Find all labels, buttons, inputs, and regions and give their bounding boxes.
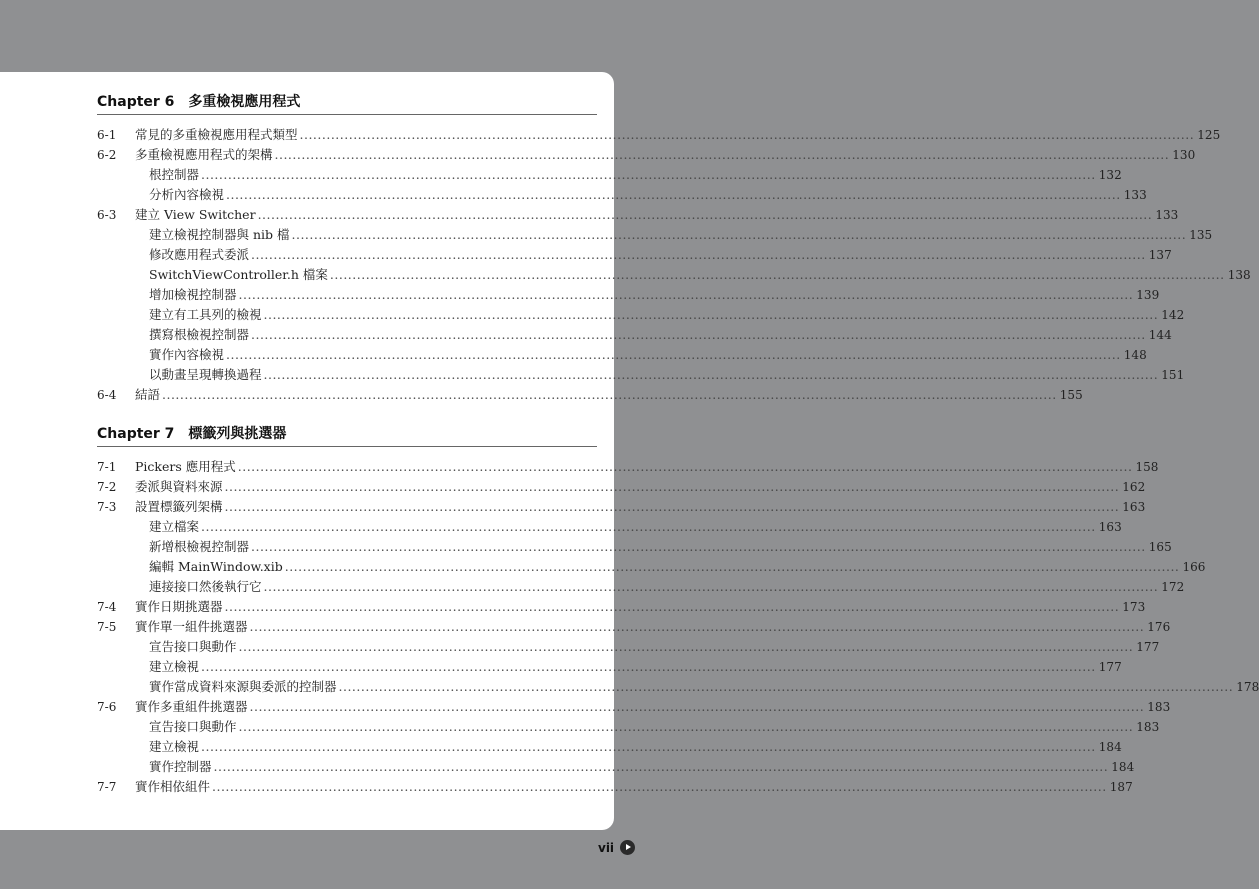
toc-entry[interactable] (97, 185, 1147, 205)
section-title: 委派與資料來源 (135, 479, 223, 494)
page-number: 163 (1122, 500, 1146, 514)
section-title: 修改應用程式委派 (149, 247, 250, 262)
section-title: 實作日期挑選器 (135, 599, 223, 614)
section-number: 6-4 (97, 388, 117, 402)
toc-entry[interactable] (97, 265, 1251, 285)
toc-entry[interactable] (97, 457, 1159, 477)
page-number: 132 (1098, 168, 1122, 182)
dot-leader: ........................................................................................................................................................................................................ (224, 479, 1120, 494)
chapter-label: Chapter 6 (97, 94, 175, 110)
dot-leader: ........................................................................................................................................................................................................ (224, 599, 1120, 614)
section-number: 7-1 (97, 460, 117, 474)
dot-leader: ........................................................................................................................................................................................................ (238, 287, 1134, 302)
dot-leader: ........................................................................................................................................................................................................ (162, 387, 1057, 402)
dot-leader: ........................................................................................................................................................................................................ (201, 659, 1096, 674)
chapter-label: Chapter 7 (97, 426, 175, 442)
section-title: 分析內容檢視 (149, 187, 225, 202)
dot-leader: ........................................................................................................................................................................................................ (299, 127, 1195, 142)
section-number: 7-4 (97, 600, 117, 614)
section-title: 實作單一組件挑選器 (135, 619, 248, 634)
section-title: Pickers 應用程式 (135, 459, 236, 474)
toc-entry[interactable] (97, 677, 1259, 697)
section-title: 宣告接口與動作 (149, 639, 237, 654)
page-number: 178 (1236, 680, 1259, 694)
dot-leader: ........................................................................................................................................................................................................ (263, 307, 1159, 322)
page-number: 187 (1109, 780, 1133, 794)
toc-entry[interactable] (97, 537, 1172, 557)
page-number: 184 (1098, 740, 1122, 754)
toc-entries (97, 125, 1251, 405)
chapter-title: 多重檢視應用程式 (188, 94, 301, 110)
toc-entry[interactable] (97, 697, 1171, 717)
toc-entry[interactable] (97, 385, 1083, 405)
chapter-title: 標籤列與挑選器 (188, 426, 287, 442)
page-number: 173 (1122, 600, 1146, 614)
page-number: 183 (1136, 720, 1160, 734)
page-number: 130 (1172, 148, 1196, 162)
toc-entry[interactable] (97, 365, 1185, 385)
toc-entry[interactable] (97, 497, 1146, 517)
section-title: 建立有工具列的檢視 (149, 307, 262, 322)
dot-leader: ........................................................................................................................................................................................................ (226, 347, 1121, 362)
page-number: 165 (1148, 540, 1172, 554)
page-number: 142 (1161, 308, 1185, 322)
section-number: 7-3 (97, 500, 117, 514)
toc-entry[interactable] (97, 757, 1135, 777)
section-title: 增加檢視控制器 (149, 287, 237, 302)
section-title: 實作多重組件挑選器 (135, 699, 248, 714)
dot-leader: ........................................................................................................................................................................................................ (201, 519, 1096, 534)
page-number: 177 (1098, 660, 1122, 674)
section-number: 7-5 (97, 620, 117, 634)
chapter-heading (97, 91, 597, 115)
section-number: 7-6 (97, 700, 117, 714)
section-title: 宣告接口與動作 (149, 719, 237, 734)
dot-leader: ........................................................................................................................................................................................................ (224, 499, 1120, 514)
page-number: 172 (1161, 580, 1185, 594)
section-title: 編輯 MainWindow.xib (149, 559, 283, 574)
dot-leader: ........................................................................................................................................................................................................ (201, 167, 1096, 182)
page-number: 155 (1059, 388, 1083, 402)
toc-entry[interactable] (97, 305, 1185, 325)
dot-leader: ........................................................................................................................................................................................................ (238, 639, 1134, 654)
section-title: 實作控制器 (149, 759, 212, 774)
section-title: 常見的多重檢視應用程式類型 (135, 127, 298, 142)
page-number: 137 (1148, 248, 1172, 262)
page-number: 151 (1161, 368, 1185, 382)
page-number: 138 (1227, 268, 1251, 282)
section-number: 6-2 (97, 148, 117, 162)
toc-entry[interactable] (97, 245, 1172, 265)
section-title: 建立檢視 (149, 739, 200, 754)
toc-entry[interactable] (97, 205, 1179, 225)
section-title: 多重檢視應用程式的架構 (135, 147, 273, 162)
dot-leader: ........................................................................................................................................................................................................ (329, 267, 1225, 282)
dot-leader: ........................................................................................................................................................................................................ (291, 227, 1187, 242)
dot-leader: ........................................................................................................................................................................................................ (212, 779, 1107, 794)
toc-entry[interactable] (97, 345, 1147, 365)
toc-entry[interactable] (97, 325, 1172, 345)
page-number: 183 (1147, 700, 1171, 714)
toc-entry[interactable] (97, 717, 1160, 737)
section-title: 建立 View Switcher (135, 207, 256, 222)
section-title: 結語 (135, 387, 161, 402)
page-folio (598, 840, 635, 855)
section-title: 根控制器 (149, 167, 200, 182)
dot-leader: ........................................................................................................................................................................................................ (201, 739, 1096, 754)
section-title: 連接接口然後執行它 (149, 579, 262, 594)
section-title: 建立檢視控制器與 nib 檔 (149, 227, 290, 242)
page-number: 163 (1098, 520, 1122, 534)
toc-entry[interactable] (97, 777, 1133, 797)
toc-entry[interactable] (97, 517, 1122, 537)
dot-leader: ........................................................................................................................................................................................................ (263, 367, 1159, 382)
section-title: SwitchViewController.h 檔案 (149, 267, 328, 282)
page-number: vii (598, 840, 615, 855)
page-number: 148 (1123, 348, 1147, 362)
dot-leader: ........................................................................................................................................................................................................ (338, 679, 1234, 694)
toc-entry[interactable] (97, 165, 1122, 185)
toc-entry[interactable] (97, 637, 1160, 657)
toc-entry[interactable] (97, 225, 1213, 245)
section-title: 實作相依組件 (135, 779, 211, 794)
chapter-heading (97, 423, 597, 447)
page-number: 177 (1136, 640, 1160, 654)
toc-entry[interactable] (97, 125, 1221, 145)
dot-leader: ........................................................................................................................................................................................................ (237, 459, 1133, 474)
toc-entry[interactable] (97, 285, 1160, 305)
section-title: 設置標籤列架構 (135, 499, 223, 514)
toc-entry[interactable] (97, 657, 1122, 677)
dot-leader: ........................................................................................................................................................................................................ (249, 619, 1145, 634)
dot-leader: ........................................................................................................................................................................................................ (284, 559, 1180, 574)
toc-entry[interactable] (97, 577, 1185, 597)
toc-entry[interactable] (97, 557, 1206, 577)
dot-leader: ........................................................................................................................................................................................................ (263, 579, 1159, 594)
toc-entries (97, 457, 1259, 797)
page-number: 176 (1147, 620, 1171, 634)
dot-leader: ........................................................................................................................................................................................................ (251, 327, 1146, 342)
section-number: 6-1 (97, 128, 117, 142)
section-title: 建立檢視 (149, 659, 200, 674)
section-title: 建立檔案 (149, 519, 200, 534)
section-number: 7-2 (97, 480, 117, 494)
section-number: 7-7 (97, 780, 117, 794)
toc-entry[interactable] (97, 737, 1122, 757)
page-number: 139 (1136, 288, 1160, 302)
dot-leader: ........................................................................................................................................................................................................ (274, 147, 1170, 162)
page-number: 144 (1148, 328, 1172, 342)
dot-leader: ........................................................................................................................................................................................................ (213, 759, 1109, 774)
section-number: 6-3 (97, 208, 117, 222)
page-number: 125 (1197, 128, 1221, 142)
dot-leader: ........................................................................................................................................................................................................ (257, 207, 1153, 222)
page-number: 158 (1135, 460, 1159, 474)
page-number: 162 (1122, 480, 1146, 494)
toc-entry[interactable] (97, 597, 1146, 617)
dot-leader: ........................................................................................................................................................................................................ (226, 187, 1121, 202)
page-number: 184 (1111, 760, 1135, 774)
section-title: 撰寫根檢視控制器 (149, 327, 250, 342)
dot-leader: ........................................................................................................................................................................................................ (251, 539, 1146, 554)
arrow-right-circle-icon (620, 840, 635, 855)
section-title: 新增根檢視控制器 (149, 539, 250, 554)
dot-leader: ........................................................................................................................................................................................................ (238, 719, 1134, 734)
toc-entry[interactable] (97, 145, 1196, 165)
page-number: 133 (1123, 188, 1147, 202)
dot-leader: ........................................................................................................................................................................................................ (251, 247, 1146, 262)
chapter-7-section (97, 423, 1259, 797)
page-number: 135 (1189, 228, 1213, 242)
section-title: 以動畫呈現轉換過程 (149, 367, 262, 382)
section-title: 實作當成資料來源與委派的控制器 (149, 679, 337, 694)
dot-leader: ........................................................................................................................................................................................................ (249, 699, 1145, 714)
section-title: 實作內容檢視 (149, 347, 225, 362)
toc-entry[interactable] (97, 477, 1146, 497)
page-number: 166 (1182, 560, 1206, 574)
toc-entry[interactable] (97, 617, 1171, 637)
page-number: 133 (1155, 208, 1179, 222)
chapter-6-section (97, 91, 1251, 405)
